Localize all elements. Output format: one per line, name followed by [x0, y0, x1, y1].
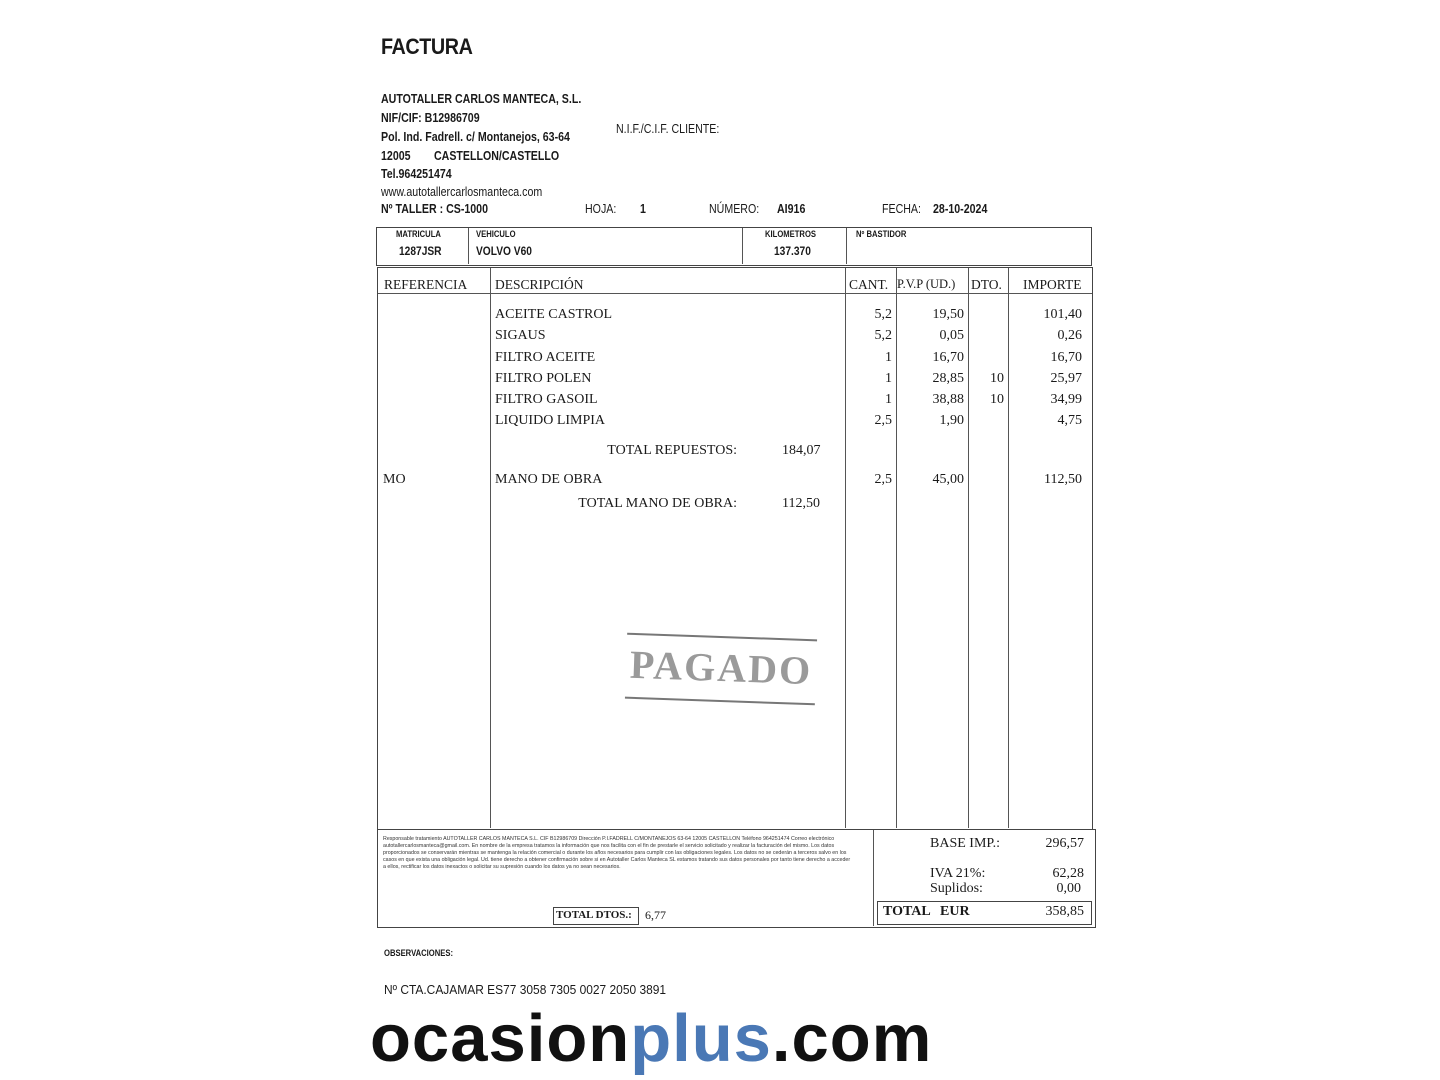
- labor-description: MANO DE OBRA: [495, 472, 603, 487]
- line-description: LIQUIDO LIMPIA: [495, 413, 606, 428]
- fecha-value: 28-10-2024: [933, 202, 988, 216]
- total-dtos-value: 6,77: [645, 908, 666, 922]
- legal-privacy-text: Responsable tratamiento AUTOTALLER CARLOS MANTECA S.L. CIF B12986709 Dirección P.I.FADRELL C/MONTANEJOS 63-64 12005 CASTELLON Teléfono 964251474 Correo electrónico autotallercarlosmanteca@gmail.com. En nombre de la empresa tratamos la información que nos facilita con el fin de prestarle el servicio solicitado y realizar la facturación del mismo. Los datos proporcionados se conservarán mientras se mantenga la relación comercial o durante los años necesarios para cumplir con las obligaciones legales. Los datos no se cederán a terceros salvo en los casos en que exista una obligación legal. Ud. tiene derecho a obtener confirmación sobre si en Autotaller Carlos Manteca SL estamos tratando sus datos personales por tanto tiene derecho a acceder a ellos, rectificar los datos inexactos o solicitar su supresión cuando los datos ya no sean necesarios.: [383, 836, 851, 870]
- vehicle-divider: [846, 228, 847, 264]
- company-city: CASTELLON/CASTELLO: [434, 149, 560, 163]
- column-divider: [896, 268, 897, 828]
- column-header-importe: IMPORTE: [1023, 277, 1082, 292]
- line-unit-price: 1,90: [939, 413, 964, 428]
- grand-total-currency: EUR: [940, 904, 970, 919]
- line-description: ACEITE CASTROL: [495, 307, 613, 322]
- total-mano-obra-label: TOTAL MANO DE OBRA:: [578, 496, 737, 511]
- hoja-label: HOJA:: [585, 202, 617, 216]
- labor-quantity: 2,5: [874, 472, 892, 487]
- column-divider: [490, 268, 491, 828]
- bastidor-label: Nº BASTIDOR: [856, 229, 907, 239]
- total-mano-obra-value: 112,50: [782, 496, 820, 511]
- total-dtos-label: TOTAL DTOS.:: [556, 909, 632, 921]
- matricula-label: MATRICULA: [396, 229, 441, 239]
- company-name: AUTOTALLER CARLOS MANTECA, S.L.: [381, 92, 582, 106]
- ocasionplus-logo: [370, 1000, 932, 1077]
- taller-number: Nº TALLER : CS-1000: [381, 202, 489, 216]
- company-phone: Tel.964251474: [381, 167, 452, 181]
- km-value: 137.370: [774, 244, 811, 258]
- line-unit-price: 28,85: [932, 371, 964, 386]
- column-header-referencia: REFERENCIA: [384, 277, 468, 292]
- line-description: FILTRO POLEN: [495, 371, 592, 386]
- line-unit-price: 19,50: [932, 307, 964, 322]
- invoice-title: FACTURA: [381, 34, 473, 59]
- line-quantity: 2,5: [874, 413, 892, 428]
- line-unit-price: 38,88: [932, 392, 964, 407]
- numero-label: NÚMERO:: [709, 202, 760, 216]
- total-repuestos-label: TOTAL REPUESTOS:: [607, 443, 737, 458]
- labor-amount: 112,50: [1044, 472, 1082, 487]
- line-discount: 10: [990, 371, 1004, 386]
- base-imponible-value: 296,57: [1045, 836, 1084, 851]
- line-description: FILTRO GASOIL: [495, 392, 598, 407]
- column-header-pvp: P.V.P (UD.): [897, 277, 956, 291]
- line-unit-price: 16,70: [932, 350, 964, 365]
- iva-value: 62,28: [1052, 866, 1084, 881]
- client-nif-label: N.I.F./C.I.F. CLIENTE:: [616, 122, 720, 136]
- summary-divider: [873, 830, 874, 926]
- line-unit-price: 0,05: [939, 328, 964, 343]
- line-amount: 0,26: [1057, 328, 1082, 343]
- vehicle-divider: [742, 228, 743, 264]
- column-divider: [845, 268, 846, 828]
- line-amount: 101,40: [1043, 307, 1082, 322]
- column-header-dto: DTO.: [971, 277, 1002, 292]
- hoja-value: 1: [640, 202, 646, 216]
- line-discount: 10: [990, 392, 1004, 407]
- km-label: KILOMETROS: [765, 229, 816, 239]
- line-description: FILTRO ACEITE: [495, 350, 596, 365]
- bank-account: Nº CTA.CAJAMAR ES77 3058 7305 0027 2050 3891: [384, 982, 667, 997]
- line-quantity: 1: [885, 371, 892, 386]
- company-postal-code: 12005: [381, 149, 411, 163]
- company-website: www.autotallercarlosmanteca.com: [381, 185, 543, 199]
- grand-total-label: TOTAL: [883, 904, 931, 919]
- suplidos-label: Suplidos:: [930, 881, 983, 896]
- paid-stamp: PAGADO: [625, 633, 817, 706]
- vehiculo-label: VEHICULO: [476, 229, 516, 239]
- line-amount: 16,70: [1050, 350, 1082, 365]
- line-quantity: 5,2: [874, 307, 892, 322]
- total-repuestos-value: 184,07: [782, 443, 821, 458]
- fecha-label: FECHA:: [882, 202, 921, 216]
- line-amount: 25,97: [1050, 371, 1082, 386]
- line-quantity: 1: [885, 392, 892, 407]
- column-header-cantidad: CANT.: [849, 277, 889, 292]
- base-imponible-label: BASE IMP.:: [930, 836, 1001, 851]
- grand-total-value: 358,85: [1045, 904, 1084, 919]
- column-divider: [1008, 268, 1009, 828]
- company-address: Pol. Ind. Fadrell. c/ Montanejos, 63-64: [381, 130, 570, 144]
- vehiculo-value: VOLVO V60: [476, 244, 532, 258]
- iva-label: IVA 21%:: [930, 866, 986, 881]
- company-nif: NIF/CIF: B12986709: [381, 111, 480, 125]
- lines-table: [377, 267, 1093, 830]
- line-amount: 34,99: [1050, 392, 1082, 407]
- vehicle-divider: [468, 228, 469, 264]
- observaciones-label: OBSERVACIONES:: [384, 948, 454, 958]
- numero-value: AI916: [777, 202, 806, 216]
- labor-reference: MO: [383, 472, 406, 487]
- line-description: SIGAUS: [495, 328, 546, 343]
- labor-unit-price: 45,00: [932, 472, 964, 487]
- logo-part-ocasion: ocasion: [370, 1001, 631, 1076]
- logo-part-plus: plus: [630, 1001, 772, 1076]
- suplidos-value: 0,00: [1056, 881, 1081, 896]
- line-quantity: 1: [885, 350, 892, 365]
- column-divider: [968, 268, 969, 828]
- column-header-descripcion: DESCRIPCIÓN: [495, 277, 584, 292]
- table-header-rule: [378, 293, 1092, 294]
- line-amount: 4,75: [1057, 413, 1082, 428]
- line-quantity: 5,2: [874, 328, 892, 343]
- matricula-value: 1287JSR: [399, 244, 442, 258]
- logo-part-com: .com: [771, 1001, 933, 1076]
